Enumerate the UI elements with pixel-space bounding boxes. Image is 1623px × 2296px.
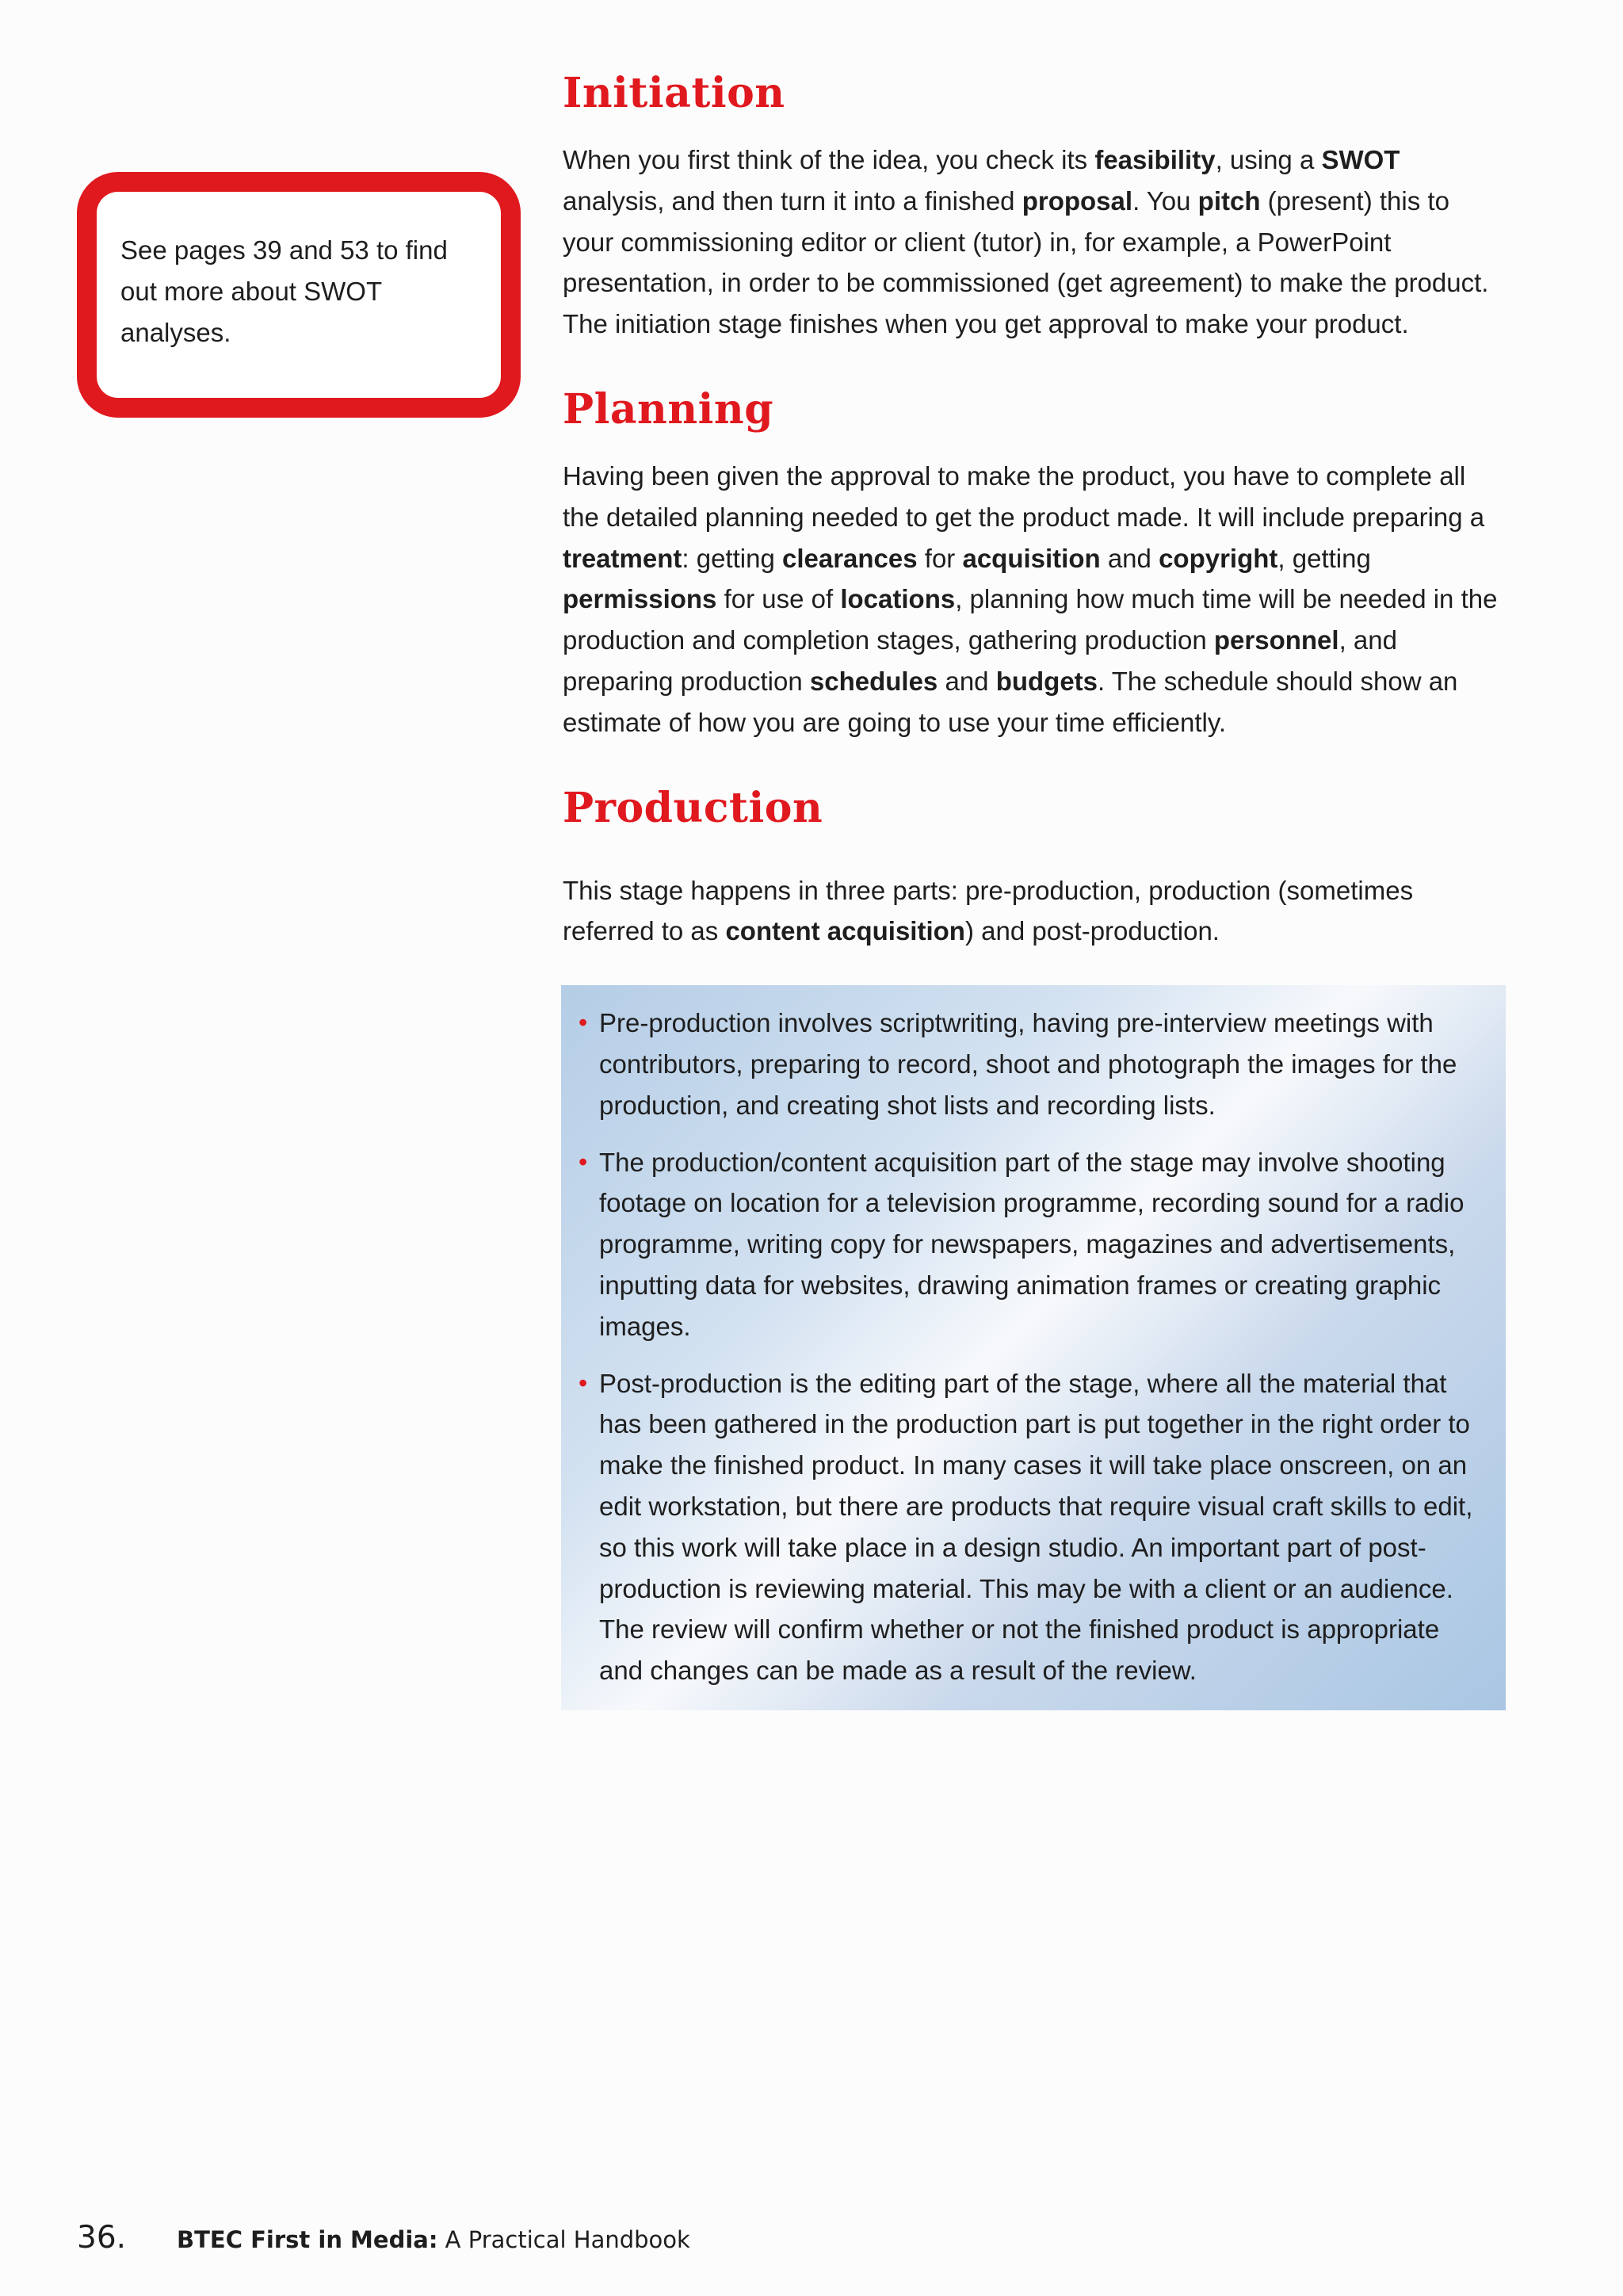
section-production — [563, 781, 1506, 1710]
initiation-paragraph: When you first think of the idea, you check its feasibility, using a SWOT analysis, and then turn it into a finished proposal. You pitch (present) this to your commissioning editor or client (tutor) in, for example, a PowerPoint presentation, in order to be commissioned (get agreement) to make the product. The initiation stage finishes when you get approval to make your product. — [563, 145, 1489, 339]
section-initiation — [563, 67, 1506, 345]
main-content — [563, 67, 1506, 1710]
bullet-text-pre-production: Pre-production involves scriptwriting, having pre-interview meetings with contributors, preparing to record, shoot and photograph the images for the production, and creating shot lists and recording lists. — [599, 1008, 1457, 1120]
heading-production: Production — [563, 783, 823, 832]
list-item — [579, 1142, 1490, 1347]
heading-planning: Planning — [563, 384, 774, 434]
term-locations: locations — [840, 584, 956, 614]
list-item — [579, 1363, 1490, 1691]
term-personnel: personnel — [1213, 625, 1339, 655]
page-number: 36. — [77, 2220, 127, 2256]
term-budgets: budgets — [995, 666, 1098, 696]
term-proposal: proposal — [1022, 185, 1133, 216]
term-feasibility: feasibility — [1094, 145, 1216, 174]
production-paragraph: This stage happens in three parts: pre-production, production (sometimes referred to as content acquisition) and post-production. — [563, 875, 1414, 946]
bullet-text-production: The production/content acquisition part of the stage may involve shooting footage on location for a television programme, recording sound for a radio programme, writing copy for newspapers, magazines and advertisements, inputting data for websites, drawing animation frames or creating graphic images. — [599, 1147, 1465, 1341]
term-swot: SWOT — [1321, 145, 1400, 174]
term-content-acquisition: content acquisition — [725, 916, 965, 946]
cross-reference-text: See pages 39 and 53 to find out more about SWOT analyses. — [120, 235, 448, 347]
book-subtitle: A Practical Handbook — [437, 2226, 690, 2253]
book-title: BTEC First in Media: — [177, 2226, 438, 2253]
term-acquisition: acquisition — [962, 543, 1101, 573]
cross-reference-box — [77, 172, 521, 418]
term-clearances: clearances — [781, 543, 918, 573]
bullet-text-post-production: Post-production is the editing part of the stage, where all the material that has been gathered in the production part is put together in the right order to make the finished product. In many cases it will take place onscreen, on an edit workstation, but there are products that require visual craft skills to edit, so this work will take place in a design studio. An important part of post-production is reviewing material. This may be with a client or an audience. The review will confirm whether or not the finished product is appropriate and changes can be made as a result of the review. — [599, 1368, 1473, 1686]
term-permissions: permissions — [563, 584, 717, 614]
heading-initiation: Initiation — [563, 69, 785, 117]
term-schedules: schedules — [809, 666, 938, 696]
bullet-icon: • — [579, 1147, 588, 1176]
list-item — [579, 1003, 1490, 1125]
term-copyright: copyright — [1159, 543, 1278, 573]
page-footer — [77, 2220, 690, 2256]
planning-paragraph: Having been given the approval to make the product, you have to complete all the detailed planning needed to get the product made. It will include preparing a treatment: getting clearances for acquisition and copyright, getting permissions for use of locations, planning how much time will be needed in the production and completion stages, gathering production personnel, and preparing production schedules and budgets. The schedule should show an estimate of how you are going to use your time efficiently. — [563, 460, 1498, 737]
term-pitch: pitch — [1197, 185, 1261, 216]
bullet-icon: • — [579, 1368, 588, 1397]
term-treatment: treatment — [563, 543, 682, 573]
bullet-icon: • — [579, 1008, 588, 1037]
production-stages-box — [561, 985, 1506, 1710]
section-planning — [563, 383, 1506, 743]
